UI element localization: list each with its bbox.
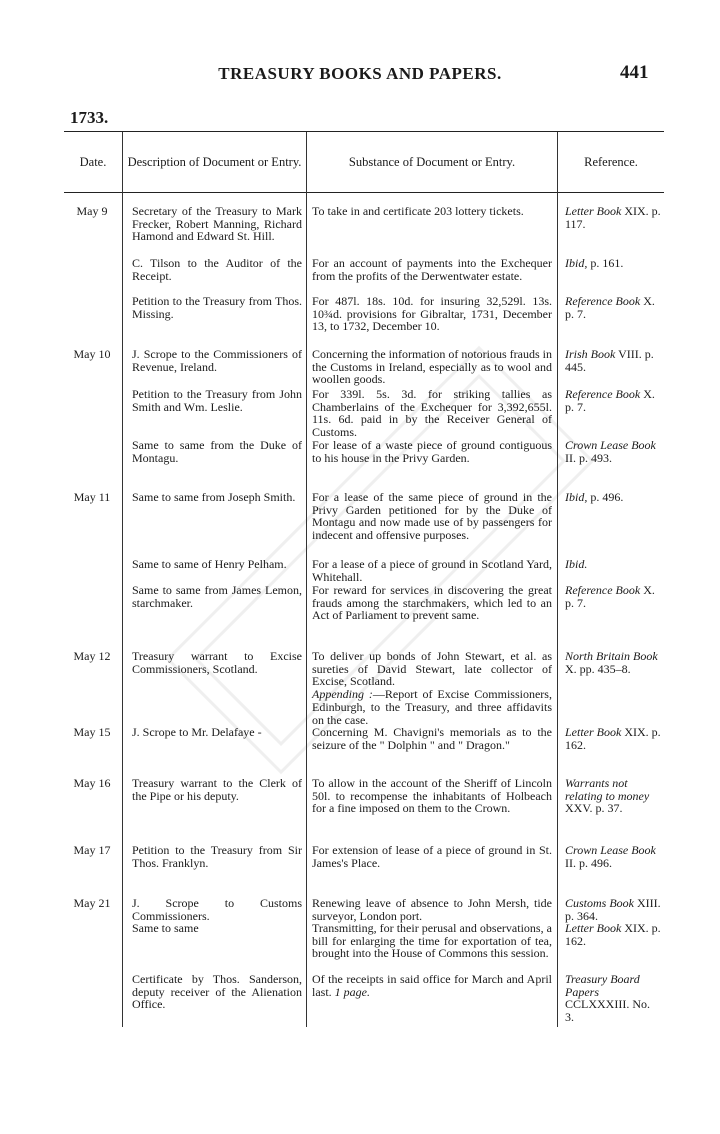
- reference-page: X. p. 7.: [565, 583, 655, 610]
- entry-reference: [565, 439, 661, 464]
- entry-substance: [312, 439, 552, 464]
- entry-reference: [565, 650, 661, 675]
- entry-description: [132, 897, 302, 922]
- entry-substance: [312, 897, 552, 922]
- reference-book: North Britain Book: [565, 649, 658, 663]
- entry-reference: [565, 584, 661, 609]
- date-text: May 12: [73, 649, 111, 663]
- entry-date: [66, 650, 118, 663]
- appending-label: Appending :: [312, 687, 373, 702]
- entry-description: [132, 726, 302, 739]
- reference-page: II. p. 493.: [565, 450, 612, 465]
- entry-substance: [312, 348, 552, 386]
- entry-substance: [312, 257, 552, 282]
- entry-substance: [312, 205, 552, 218]
- entry-substance: [312, 558, 552, 583]
- substance-text: Of the receipts in said office for March and April last.: [312, 972, 552, 999]
- description-text: J. Scrope to Mr. Delafaye -: [132, 725, 262, 739]
- substance-text: For an account of payments into the Exchequer from the profits of the Derwentwater estate.: [312, 256, 552, 283]
- entry-reference: [565, 897, 661, 922]
- entry-reference: [565, 922, 661, 947]
- reference-book: Reference Book: [565, 583, 641, 597]
- entry-substance: [312, 844, 552, 869]
- substance-text: Concerning M. Chavigni's memorials as to the seizure of the " Dolphin " and " Dragon.": [312, 725, 552, 752]
- substance-text: Concerning the information of notorious frauds in the Customs in Ireland, especially as to wool and woollen goods.: [312, 347, 552, 387]
- description-text: J. Scrope to the Commissioners of Revenue, Ireland.: [132, 347, 302, 374]
- entry-date: [66, 777, 118, 790]
- substance-text: For reward for services in discovering the great frauds among the starchmakers, which led to an Act of Parliament to prevent same.: [312, 583, 552, 623]
- entry-substance: [312, 584, 552, 622]
- reference-page: II. p. 496.: [565, 855, 612, 870]
- reference-book: Warrants not relating to money: [565, 776, 650, 803]
- description-text: Same to same from the Duke of Montagu.: [132, 438, 302, 465]
- entry-reference: [565, 205, 661, 230]
- substance-text: For a lease of a piece of ground in Scotland Yard, Whitehall.: [312, 557, 552, 584]
- description-text: Secretary of the Treasury to Mark Frecker, Robert Manning, Richard Hamond and Edward St. Hill.: [132, 204, 302, 244]
- table-header-rule: [64, 192, 664, 193]
- substance-page-count: 1 page.: [334, 984, 370, 999]
- entry-reference: [565, 558, 661, 571]
- entry-reference: [565, 491, 661, 504]
- substance-text: For a lease of the same piece of ground in the Privy Garden petitioned for by the Duke of Montagu and now made use of by passengers for indecent and offensive purposes.: [312, 490, 552, 543]
- description-text: C. Tilson to the Auditor of the Receipt.: [132, 256, 302, 283]
- reference-book: Customs Book: [565, 896, 634, 910]
- reference-book: Letter Book: [565, 921, 622, 935]
- entry-substance: [312, 922, 552, 960]
- entry-description: [132, 491, 302, 504]
- entry-description: [132, 558, 302, 571]
- description-text: Same to same: [132, 921, 199, 935]
- entry-substance: [312, 650, 552, 726]
- entry-substance: [312, 777, 552, 815]
- substance-text: For 487l. 18s. 10d. for insuring 32,529l. 13s. 10¾d. provisions for Gibraltar, 1731, December 13, to 1732, December 10.: [312, 294, 552, 334]
- column-header-substance: Substance of Document or Entry.: [348, 155, 516, 169]
- entry-substance: [312, 973, 552, 998]
- entry-description: [132, 973, 302, 1011]
- entry-date: [66, 348, 118, 361]
- description-text: Treasury warrant to the Clerk of the Pipe or his deputy.: [132, 776, 302, 803]
- description-text: Certificate by Thos. Sanderson, deputy receiver of the Alienation Office.: [132, 972, 302, 1012]
- description-text: J. Scrope to Customs Commissioners.: [132, 896, 302, 923]
- appending-text: —Report of Excise Commissioners, Edinburgh, to the Treasury, and three affidavits on the case.: [312, 687, 552, 727]
- column-header-reference: Reference.: [584, 155, 638, 169]
- description-text: Treasury warrant to Excise Commissioners, Scotland.: [132, 649, 302, 676]
- substance-text: For lease of a waste piece of ground contiguous to his house in the Privy Garden.: [312, 438, 552, 465]
- column-divider: [557, 132, 558, 1027]
- entry-description: [132, 584, 302, 609]
- entry-reference: [565, 295, 661, 320]
- reference-page: X. pp. 435–8.: [565, 661, 631, 676]
- reference-page: X. p. 7.: [565, 387, 655, 414]
- substance-text: To take in and certificate 203 lottery tickets.: [312, 204, 524, 218]
- entry-description: [132, 205, 302, 243]
- column-divider: [122, 132, 123, 1027]
- reference-page: XXV. p. 37.: [565, 801, 623, 816]
- reference-book: Treasury Board Papers: [565, 972, 640, 999]
- entry-date: [66, 897, 118, 910]
- entry-description: [132, 295, 302, 320]
- entry-description: [132, 388, 302, 413]
- page-header-title: TREASURY BOOKS AND PAPERS.: [218, 64, 502, 83]
- reference-book: Ibid,: [565, 256, 588, 270]
- column-header-date: Date.: [79, 155, 107, 169]
- reference-book: Letter Book: [565, 725, 622, 739]
- reference-book: Crown Lease Book: [565, 843, 656, 857]
- substance-text: To allow in the account of the Sheriff of Lincoln 50l. to recompense the inhabitants of Holbeach for a fine imposed on them to the Crown.: [312, 776, 552, 816]
- entry-description: [132, 439, 302, 464]
- entry-reference: [565, 257, 661, 270]
- reference-page: CCLXXXIII. No. 3.: [565, 997, 650, 1025]
- reference-page: XIX. p. 162.: [565, 921, 661, 948]
- entry-description: [132, 257, 302, 282]
- year-heading: 1733.: [70, 108, 109, 127]
- entry-reference: [565, 973, 661, 1024]
- reference-book: Irish Book: [565, 347, 616, 361]
- substance-text: For extension of lease of a piece of ground in St. James's Place.: [312, 843, 552, 870]
- entry-description: [132, 348, 302, 373]
- description-text: Petition to the Treasury from Thos. Missing.: [132, 294, 302, 321]
- entry-description: [132, 844, 302, 869]
- substance-text: Transmitting, for their perusal and observations, a bill for enlarging the time for exportation of tea, brought into the House of Commons this session.: [312, 921, 552, 961]
- entry-date: [66, 205, 118, 218]
- column-divider: [306, 132, 307, 1027]
- description-text: Petition to the Treasury from John Smith and Wm. Leslie.: [132, 387, 302, 414]
- substance-text: Renewing leave of absence to John Mersh, tide surveyor, London port.: [312, 896, 552, 923]
- entry-reference: [565, 388, 661, 413]
- description-text: Same to same of Henry Pelham.: [132, 557, 287, 571]
- entry-date: [66, 491, 118, 504]
- entry-description: [132, 922, 302, 935]
- date-text: May 9: [76, 204, 108, 218]
- reference-page: p. 496.: [590, 490, 624, 504]
- reference-page: VIII. p. 445.: [565, 347, 654, 374]
- reference-book: Reference Book: [565, 387, 641, 401]
- substance-text: To deliver up bonds of John Stewart, et al. as sureties of David Stewart, late collector of Excise, Scotland.: [312, 649, 552, 689]
- entry-substance: [312, 726, 552, 751]
- entry-reference: [565, 777, 661, 815]
- entry-description: [132, 650, 302, 675]
- entry-substance: [312, 491, 552, 542]
- date-text: May 10: [73, 347, 111, 361]
- column-header-description: Description of Document or Entry.: [127, 155, 302, 169]
- date-text: May 17: [73, 843, 111, 857]
- reference-book: Ibid,: [565, 490, 588, 504]
- entry-reference: [565, 844, 661, 869]
- description-text: Same to same from James Lemon, starchmaker.: [132, 583, 302, 610]
- description-text: Same to same from Joseph Smith.: [132, 490, 296, 504]
- reference-book: Crown Lease Book: [565, 438, 656, 452]
- date-text: May 16: [73, 776, 111, 790]
- entry-reference: [565, 348, 661, 373]
- entry-date: [66, 844, 118, 857]
- entry-date: [66, 726, 118, 739]
- entry-substance: [312, 388, 552, 439]
- substance-text: For 339l. 5s. 3d. for striking tallies as Chamberlains of the Exchequer for 3,392,655l. 11s. 6d. paid in by the Receiver General of Customs.: [312, 387, 552, 440]
- date-text: May 15: [73, 725, 111, 739]
- entry-substance: [312, 295, 552, 333]
- reference-page: X. p. 7.: [565, 294, 655, 321]
- reference-page: XIX. p. 162.: [565, 725, 661, 752]
- date-text: May 21: [73, 896, 111, 910]
- reference-page: p. 161.: [590, 256, 624, 270]
- reference-book: Ibid.: [565, 557, 588, 571]
- reference-book: Reference Book: [565, 294, 641, 308]
- page-number: 441: [620, 62, 649, 83]
- reference-page: XIX. p. 117.: [565, 204, 661, 231]
- reference-book: Letter Book: [565, 204, 622, 218]
- date-text: May 11: [73, 490, 111, 504]
- description-text: Petition to the Treasury from Sir Thos. Franklyn.: [132, 843, 302, 870]
- reference-page: XIII. p. 364.: [565, 896, 661, 923]
- entry-reference: [565, 726, 661, 751]
- entry-description: [132, 777, 302, 802]
